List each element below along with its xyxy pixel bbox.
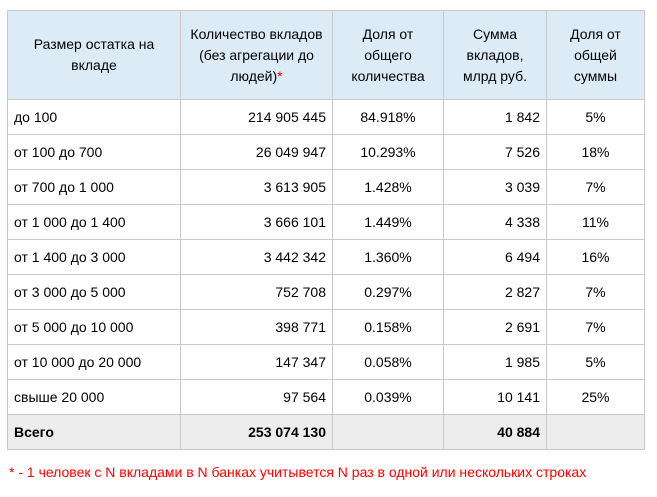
cell-count-share: 0.039% bbox=[333, 380, 444, 415]
cell-range: от 1 000 до 1 400 bbox=[8, 205, 181, 240]
cell-range: от 5 000 до 10 000 bbox=[8, 310, 181, 345]
cell-count: 97 564 bbox=[181, 380, 333, 415]
table-row bbox=[8, 310, 645, 345]
total-count: 253 074 130 bbox=[181, 415, 333, 450]
header-count-label: Количество вкладов (без агрегации до людей) bbox=[190, 25, 323, 84]
cell-sum-share: 5% bbox=[547, 100, 645, 135]
cell-range: от 100 до 700 bbox=[8, 135, 181, 170]
cell-sum-share: 11% bbox=[547, 205, 645, 240]
cell-sum-share: 7% bbox=[547, 275, 645, 310]
footnote-asterisk: * bbox=[277, 67, 283, 84]
cell-sum: 2 691 bbox=[444, 310, 547, 345]
cell-sum: 10 141 bbox=[444, 380, 547, 415]
cell-sum-share: 25% bbox=[547, 380, 645, 415]
cell-sum: 7 526 bbox=[444, 135, 547, 170]
total-sum: 40 884 bbox=[444, 415, 547, 450]
cell-count: 3 613 905 bbox=[181, 170, 333, 205]
cell-range: свыше 20 000 bbox=[8, 380, 181, 415]
table-row bbox=[8, 100, 645, 135]
header-sum: Сумма вкладов, млрд руб. bbox=[444, 11, 547, 100]
cell-sum: 1 842 bbox=[444, 100, 547, 135]
cell-count: 147 347 bbox=[181, 345, 333, 380]
table-row bbox=[8, 345, 645, 380]
header-count bbox=[181, 11, 333, 100]
cell-sum: 2 827 bbox=[444, 275, 547, 310]
cell-count-share: 84.918% bbox=[333, 100, 444, 135]
cell-range: от 700 до 1 000 bbox=[8, 170, 181, 205]
cell-range: от 1 400 до 3 000 bbox=[8, 240, 181, 275]
table-row bbox=[8, 275, 645, 310]
cell-range: от 10 000 до 20 000 bbox=[8, 345, 181, 380]
cell-sum: 4 338 bbox=[444, 205, 547, 240]
cell-count: 752 708 bbox=[181, 275, 333, 310]
cell-count: 3 442 342 bbox=[181, 240, 333, 275]
total-row bbox=[8, 415, 645, 450]
cell-sum: 3 039 bbox=[444, 170, 547, 205]
cell-count-share: 1.449% bbox=[333, 205, 444, 240]
table-row bbox=[8, 380, 645, 415]
cell-count-share: 1.428% bbox=[333, 170, 444, 205]
cell-count: 214 905 445 bbox=[181, 100, 333, 135]
cell-sum-share: 7% bbox=[547, 170, 645, 205]
cell-sum-share: 7% bbox=[547, 310, 645, 345]
cell-count: 3 666 101 bbox=[181, 205, 333, 240]
total-sum-share bbox=[547, 415, 645, 450]
header-sum-share: Доля от общей суммы bbox=[547, 11, 645, 100]
cell-sum-share: 18% bbox=[547, 135, 645, 170]
cell-count-share: 0.297% bbox=[333, 275, 444, 310]
cell-sum-share: 5% bbox=[547, 345, 645, 380]
header-range: Размер остатка на вкладе bbox=[8, 11, 181, 100]
cell-count: 398 771 bbox=[181, 310, 333, 345]
footnote: * - 1 человек с N вкладами в N банках учитывется N раз в одной или нескольких строках bbox=[9, 464, 587, 480]
total-count-share bbox=[333, 415, 444, 450]
cell-count-share: 10.293% bbox=[333, 135, 444, 170]
header-count-share: Доля от общего количества bbox=[333, 11, 444, 100]
cell-range: до 100 bbox=[8, 100, 181, 135]
cell-count-share: 0.158% bbox=[333, 310, 444, 345]
cell-sum: 1 985 bbox=[444, 345, 547, 380]
cell-count: 26 049 947 bbox=[181, 135, 333, 170]
table-row bbox=[8, 205, 645, 240]
table-row bbox=[8, 240, 645, 275]
cell-sum: 6 494 bbox=[444, 240, 547, 275]
cell-count-share: 0.058% bbox=[333, 345, 444, 380]
table-row bbox=[8, 135, 645, 170]
cell-count-share: 1.360% bbox=[333, 240, 444, 275]
total-label: Всего bbox=[8, 415, 181, 450]
table-header-row bbox=[8, 11, 645, 100]
deposits-table bbox=[7, 10, 645, 450]
cell-sum-share: 16% bbox=[547, 240, 645, 275]
cell-range: от 3 000 до 5 000 bbox=[8, 275, 181, 310]
table-row bbox=[8, 170, 645, 205]
